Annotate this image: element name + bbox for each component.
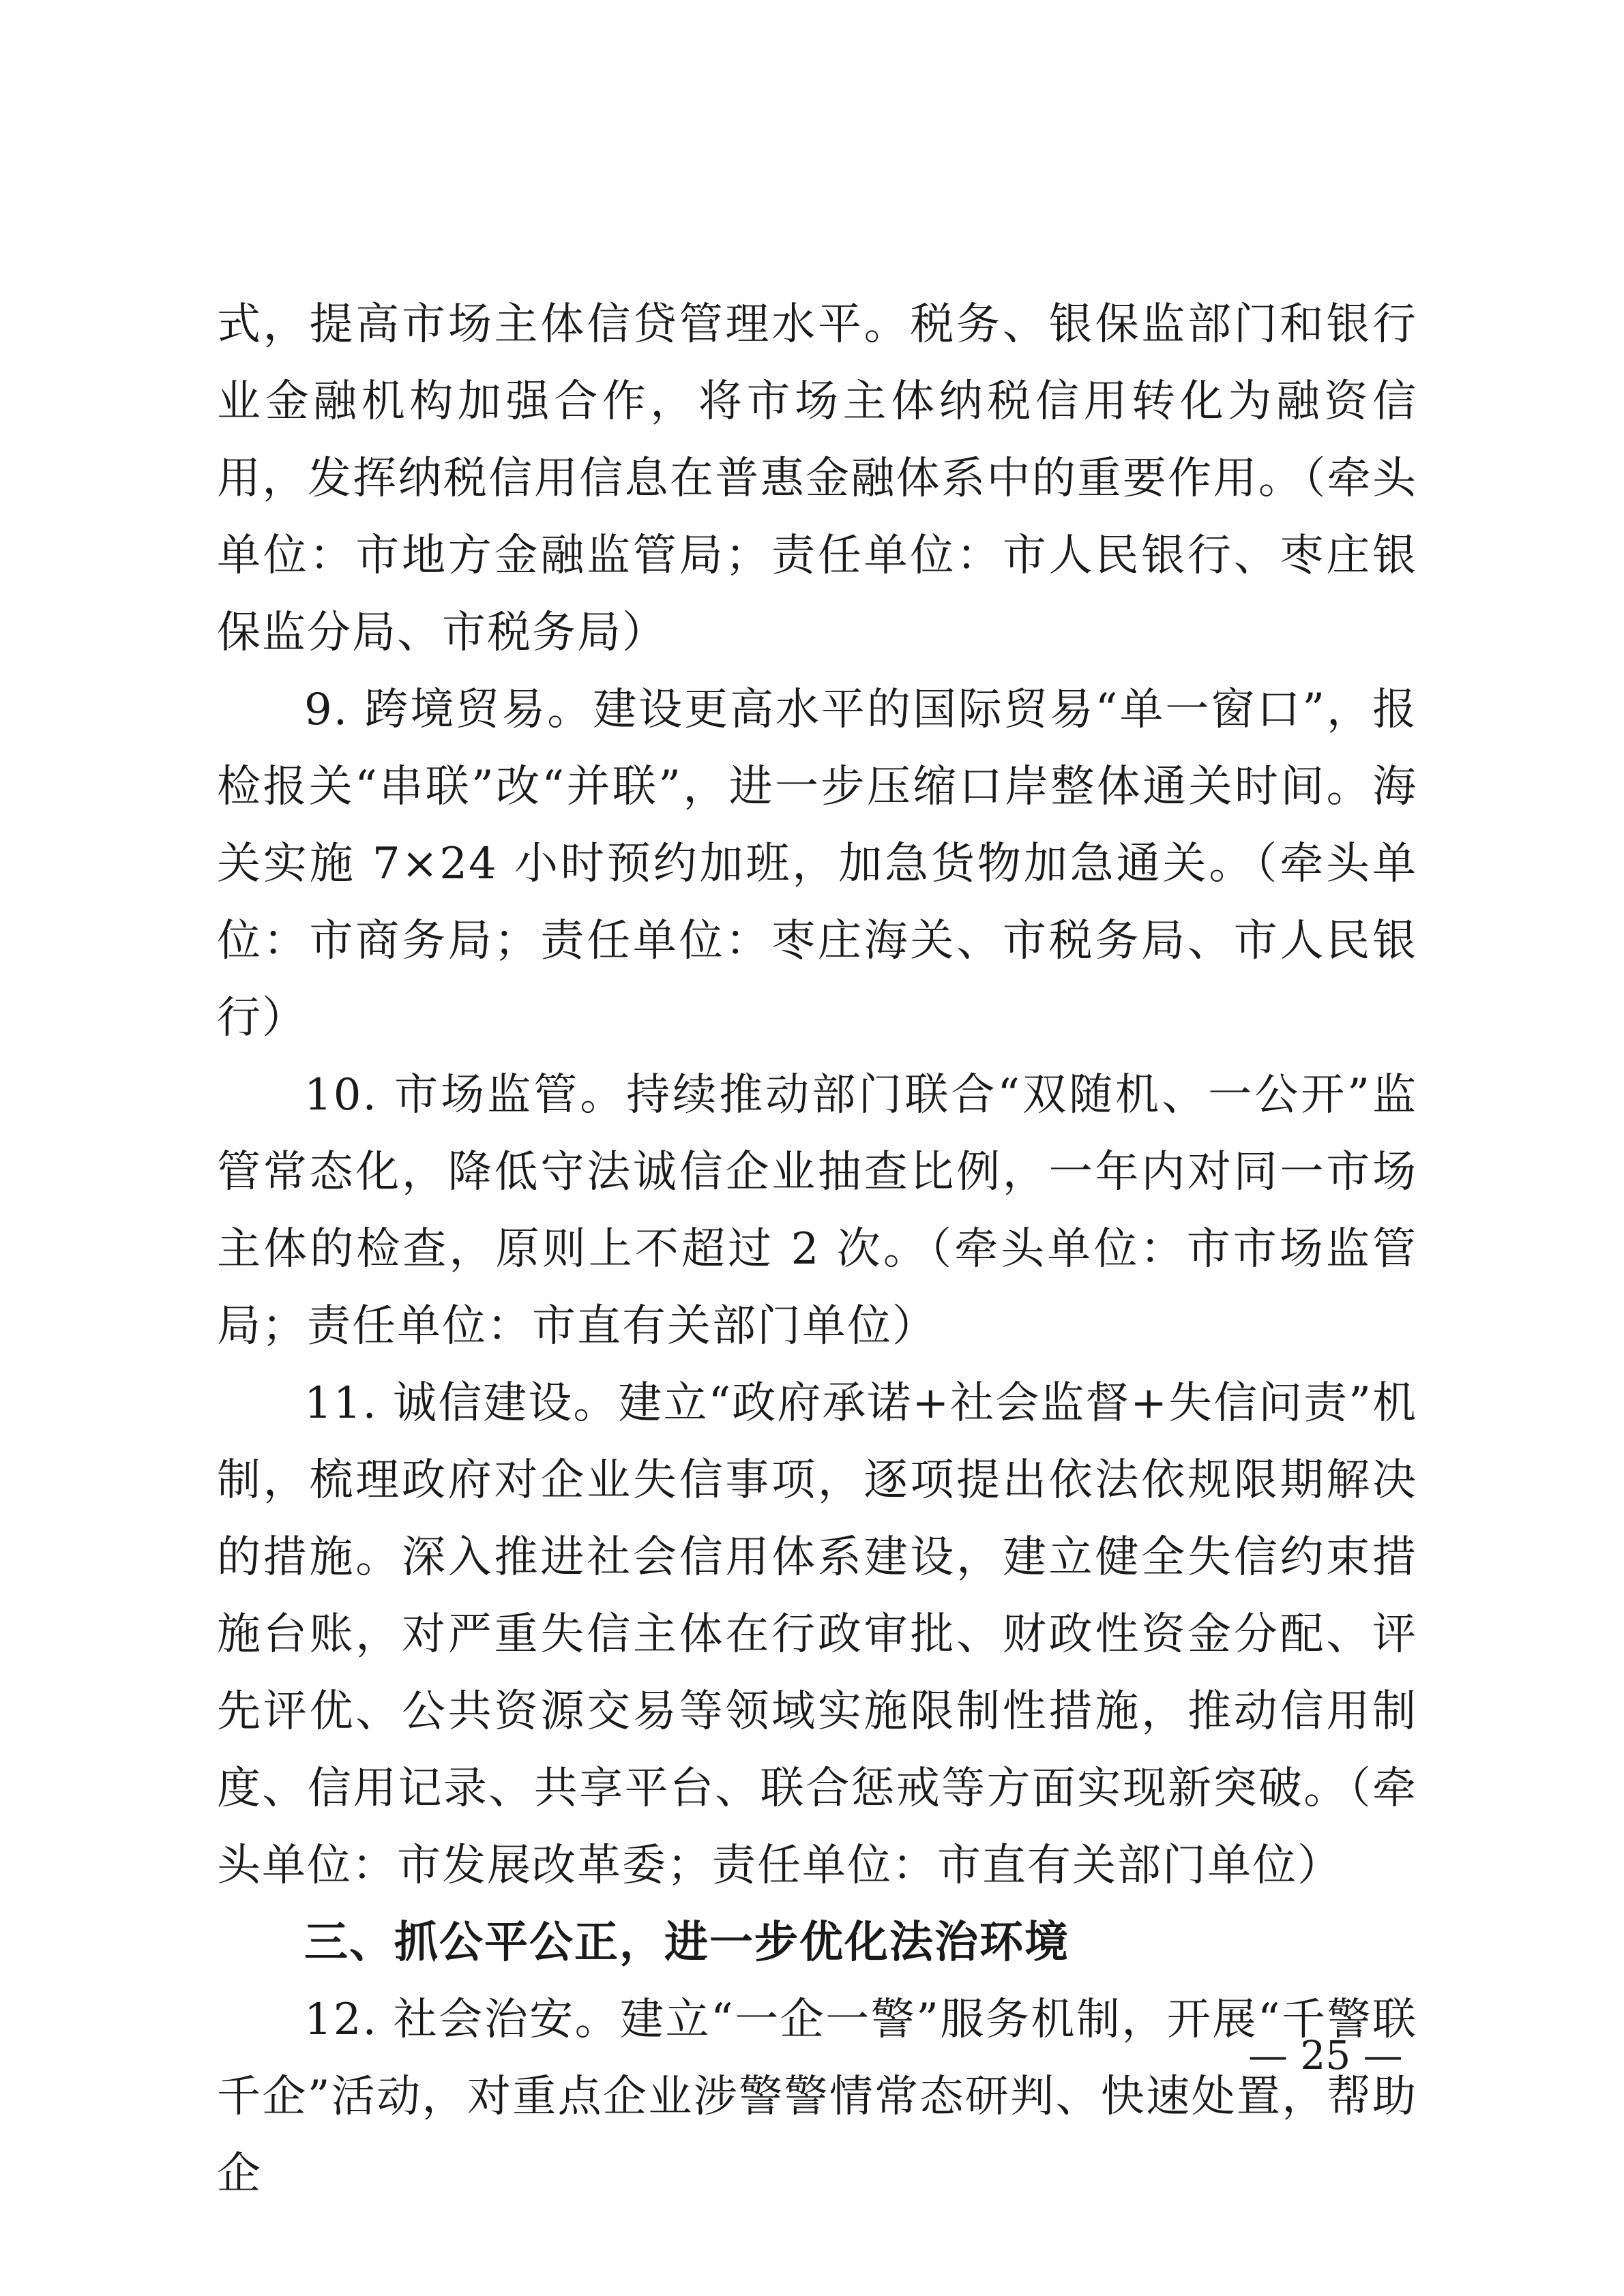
section-heading: 三、抓公平公正，进一步优化法治环境 [304,1918,1069,1968]
paragraph-item-10: 10. 市场监管。持续推动部门联合“双随机、一公开”监管常态化，降低守法诚信企业抽查比例，一年内对同一市场主体的检查，原则上不超过 2 次。（牵头单位：市市场监管局；责任单位：市直有关部门单位） [217,1070,1417,1352]
paragraph-continuation: 式，提高市场主体信贷管理水平。税务、银保监部门和银行业金融机构加强合作，将市场主体纳税信用转化为融资信用，发挥纳税信用信息在普惠金融体系中的重要作用。（牵头单位：市地方金融监管局；责任单位：市人民银行、枣庄银保监分局、市税务局） [217,299,1417,658]
paragraph-item-9: 9. 跨境贸易。建设更高水平的国际贸易“单一窗口”，报检报关“串联”改“并联”，进一步压缩口岸整体通关时间。海关实施 7×24 小时预约加班，加急货物加急通关。（牵头单位：市商务局；责任单位：枣庄海关、市税务局、市人民银行） [217,685,1417,1043]
page-number: — 25 — [1248,2032,1403,2078]
paragraph-item-11: 11. 诚信建设。建立“政府承诺+社会监督+失信问责”机制，梳理政府对企业失信事项，逐项提出依法依规限期解决的措施。深入推进社会信用体系建设，建立健全失信约束措施台账，对严重失信主体在行政审批、财政性资金分配、评先评优、公共资源交易等领域实施限制性措施，推动信用制度、信用记录、共享平台、联合惩戒等方面实现新突破。（牵头单位：市发展改革委；责任单位：市直有关部门单位） [217,1378,1417,1891]
body-text [217,286,1417,2213]
paragraph-item-12: 12. 社会治安。建立“一企一警”服务机制，开展“千警联千企”活动，对重点企业涉警警情常态研判、快速处置，帮助企 [217,1995,1417,2199]
